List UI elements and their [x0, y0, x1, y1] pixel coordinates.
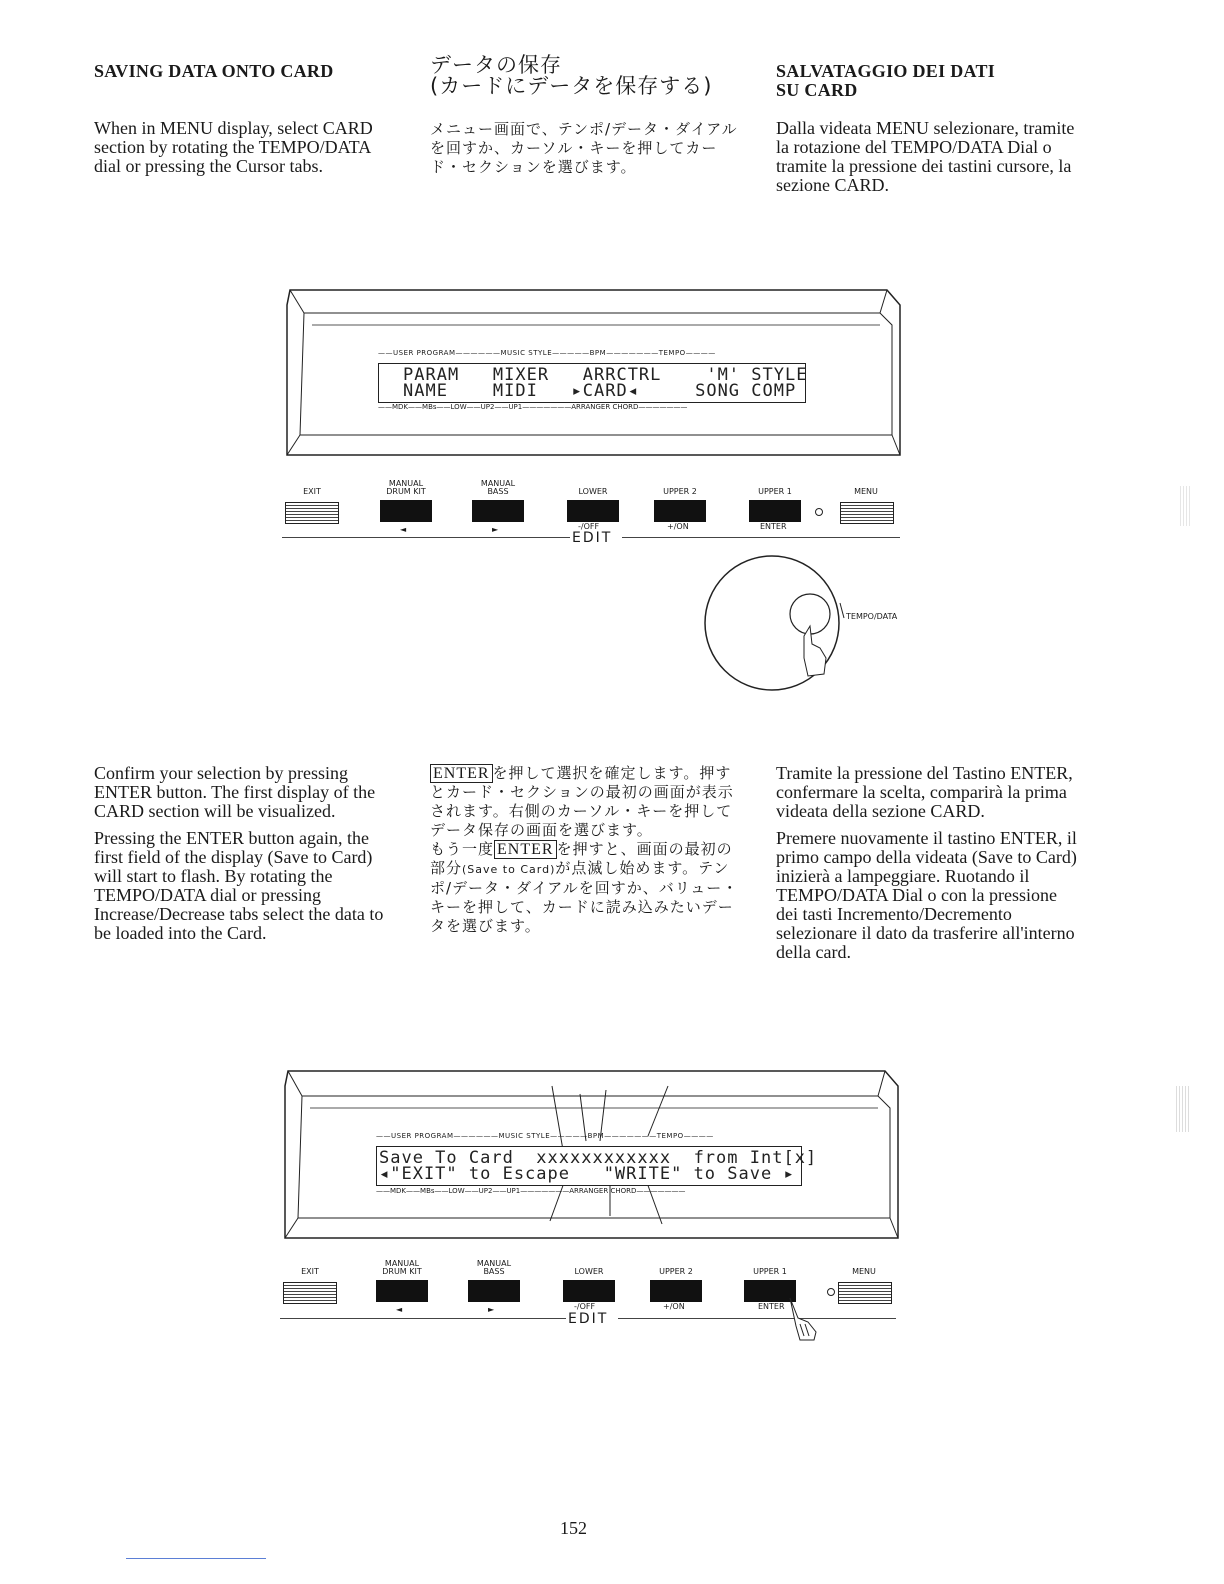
- manual-drum-kit-label: MANUAL DRUM KIT: [386, 479, 426, 496]
- japanese-title-line1: データの保存: [430, 53, 562, 77]
- right-arrow-icon: ►: [492, 525, 499, 534]
- menu-button[interactable]: [838, 1282, 892, 1304]
- upper1-button[interactable]: [749, 500, 801, 522]
- on-label: +/ON: [663, 1302, 685, 1311]
- upper2-label: UPPER 2: [659, 1267, 693, 1276]
- pointing-hand-icon: [786, 1296, 826, 1342]
- japanese-title: [430, 55, 730, 97]
- led-indicator: [815, 508, 823, 516]
- enter-box-2: ENTER: [494, 840, 557, 859]
- english-paragraph-2: Confirm your selection by pressing ENTER button. The first display of the CARD section will be visualized.: [94, 763, 376, 821]
- japanese-title-line2: (カードにデータを保存する): [430, 74, 713, 98]
- italian-paragraph-3: Premere nuovamente il tastino ENTER, il primo campo della videata (Save to Card) inizierà a lampeggiare. Ruotando il TEMPO/DATA Dial o con la pressione dei tasti Incremento/Decremento selezionare il dato da trasferire all'interno della card.: [776, 828, 1077, 962]
- edit-line-left: [280, 1318, 566, 1319]
- tempo-data-label: TEMPO/DATA: [846, 612, 898, 621]
- japanese-paragraph-3: もう一度 ENTER を押すと、画面の最初の部分(Save to Card)が点滅し始めます。テンポ/データ・ダイアルを回すか、バリュー・キーを押して、カードに読み込みたいデータを選びます。: [430, 840, 739, 935]
- page-number: 152: [560, 1518, 587, 1538]
- italian-body-2: [776, 764, 1078, 970]
- lower-button[interactable]: [567, 500, 619, 522]
- left-arrow-icon: ◄: [396, 1305, 403, 1314]
- upper2-label: UPPER 2: [663, 487, 697, 496]
- lcd-line-2: ◂"EXIT" to Escape "WRITE" to Save ▸: [379, 1164, 795, 1184]
- right-arrow-icon: ►: [488, 1305, 495, 1314]
- enter-box: ENTER: [430, 764, 493, 783]
- japanese-paragraph-1: メニュー画面で、テンポ/データ・ダイアルを回すか、カーソル・キーを押してカード・セクションを選びます。: [430, 120, 738, 176]
- japanese-paragraph-2: ENTER を押して選択を確定します。押すとカード・セクションの最初の画面が表示されます。右側のカーソル・キーを押してデータ保存の画面を選びます。: [430, 764, 734, 839]
- lcd-screen: [378, 363, 806, 403]
- tempo-data-dial[interactable]: [700, 548, 940, 698]
- manual-bass-button[interactable]: [468, 1280, 520, 1302]
- edit-label: EDIT: [568, 1311, 609, 1327]
- lcd-screen-2: [376, 1146, 818, 1186]
- top-label-2: ——USER PROGRAM——————MUSIC STYLE—————BPM———————TEMPO————: [376, 1132, 714, 1140]
- manual-bass-label: MANUAL BASS: [480, 479, 516, 496]
- manual-bass-label: MANUAL BASS: [476, 1259, 512, 1276]
- english-paragraph-3: Pressing the ENTER button again, the first field of the display (Save to Card) will start to flash. By rotating the TEMPO/DATA dial or pressing Increase/Decrease tabs select the data to be loaded into the Card.: [94, 828, 384, 943]
- lower-button[interactable]: [563, 1280, 615, 1302]
- lower-label: LOWER: [574, 1267, 604, 1276]
- manual-drum-kit-label: MANUAL DRUM KIT: [382, 1259, 422, 1276]
- italian-title-line1: SALVATAGGIO DEI DATI: [776, 61, 996, 81]
- edit-line-right: [622, 537, 900, 538]
- japanese-body-2: [430, 764, 742, 936]
- enter-label: ENTER: [760, 522, 787, 531]
- button-row-2: [280, 1258, 900, 1328]
- keyboard-display-panel-1: [282, 285, 902, 465]
- bottom-labels: ——MDK——MBs——LOW——UP2——UP1———————ARRANGER CHORD———————: [378, 403, 688, 411]
- top-label-user-program: ——USER PROGRAM——————MUSIC STYLE—————BPM———————TEMPO————: [378, 349, 716, 357]
- lower-label: LOWER: [578, 487, 608, 496]
- manual-drum-kit-button[interactable]: [380, 500, 432, 522]
- scan-speck: [1176, 1086, 1190, 1132]
- manual-drum-kit-button[interactable]: [376, 1280, 428, 1302]
- upper1-label: UPPER 1: [758, 487, 792, 496]
- lcd-line-1: Save To Card xxxxxxxxxxxx from Int[x]: [379, 1148, 818, 1168]
- manual-bass-button[interactable]: [472, 500, 524, 522]
- exit-label: EXIT: [301, 1267, 319, 1276]
- english-paragraph-1: When in MENU display, select CARD section by rotating the TEMPO/DATA dial or pressing the Cursor tabs.: [94, 118, 373, 176]
- lcd-line-1: PARAM MIXER ARRCTRL 'M' STYLE: [403, 365, 808, 385]
- english-body-2: [94, 764, 400, 951]
- button-row-1: [282, 478, 902, 548]
- footer-rule: [126, 1558, 266, 1559]
- bottom-labels-2: ——MDK——MBs——LOW——UP2——UP1———————ARRANGER CHORD———————: [376, 1187, 686, 1195]
- italian-paragraph-1: Dalla videata MENU selezionare, tramite la rotazione del TEMPO/DATA Dial o tramite la pressione dei tastini cursore, la sezione CARD.: [776, 118, 1075, 195]
- english-title: SAVING DATA ONTO CARD: [94, 61, 334, 81]
- off-label: -/OFF: [574, 1302, 596, 1311]
- left-arrow-icon: ◄: [400, 525, 407, 534]
- menu-label: MENU: [852, 1267, 876, 1276]
- exit-button[interactable]: [283, 1282, 337, 1304]
- menu-button[interactable]: [840, 502, 894, 524]
- edit-line-right: [618, 1318, 896, 1319]
- menu-label: MENU: [854, 487, 878, 496]
- exit-button[interactable]: [285, 502, 339, 524]
- enter-label: ENTER: [758, 1302, 785, 1311]
- keyboard-display-panel-2: [280, 1066, 900, 1246]
- italian-title: [776, 62, 1086, 100]
- lcd-line-2: NAME MIDI ▸CARD◂ SONG COMP: [403, 381, 797, 401]
- scan-speck: [1180, 486, 1190, 526]
- led-indicator: [827, 1288, 835, 1296]
- upper2-button[interactable]: [650, 1280, 702, 1302]
- italian-paragraph-2: Tramite la pressione del Tastino ENTER, confermare la scelta, comparirà la prima videata della sezione CARD.: [776, 763, 1073, 821]
- edit-label: EDIT: [572, 530, 613, 546]
- edit-line-left: [282, 537, 570, 538]
- off-label: -/OFF: [578, 522, 600, 531]
- on-label: +/ON: [667, 522, 689, 531]
- upper2-button[interactable]: [654, 500, 706, 522]
- italian-title-line2: SU CARD: [776, 80, 858, 100]
- exit-label: EXIT: [303, 487, 321, 496]
- upper1-label: UPPER 1: [753, 1267, 787, 1276]
